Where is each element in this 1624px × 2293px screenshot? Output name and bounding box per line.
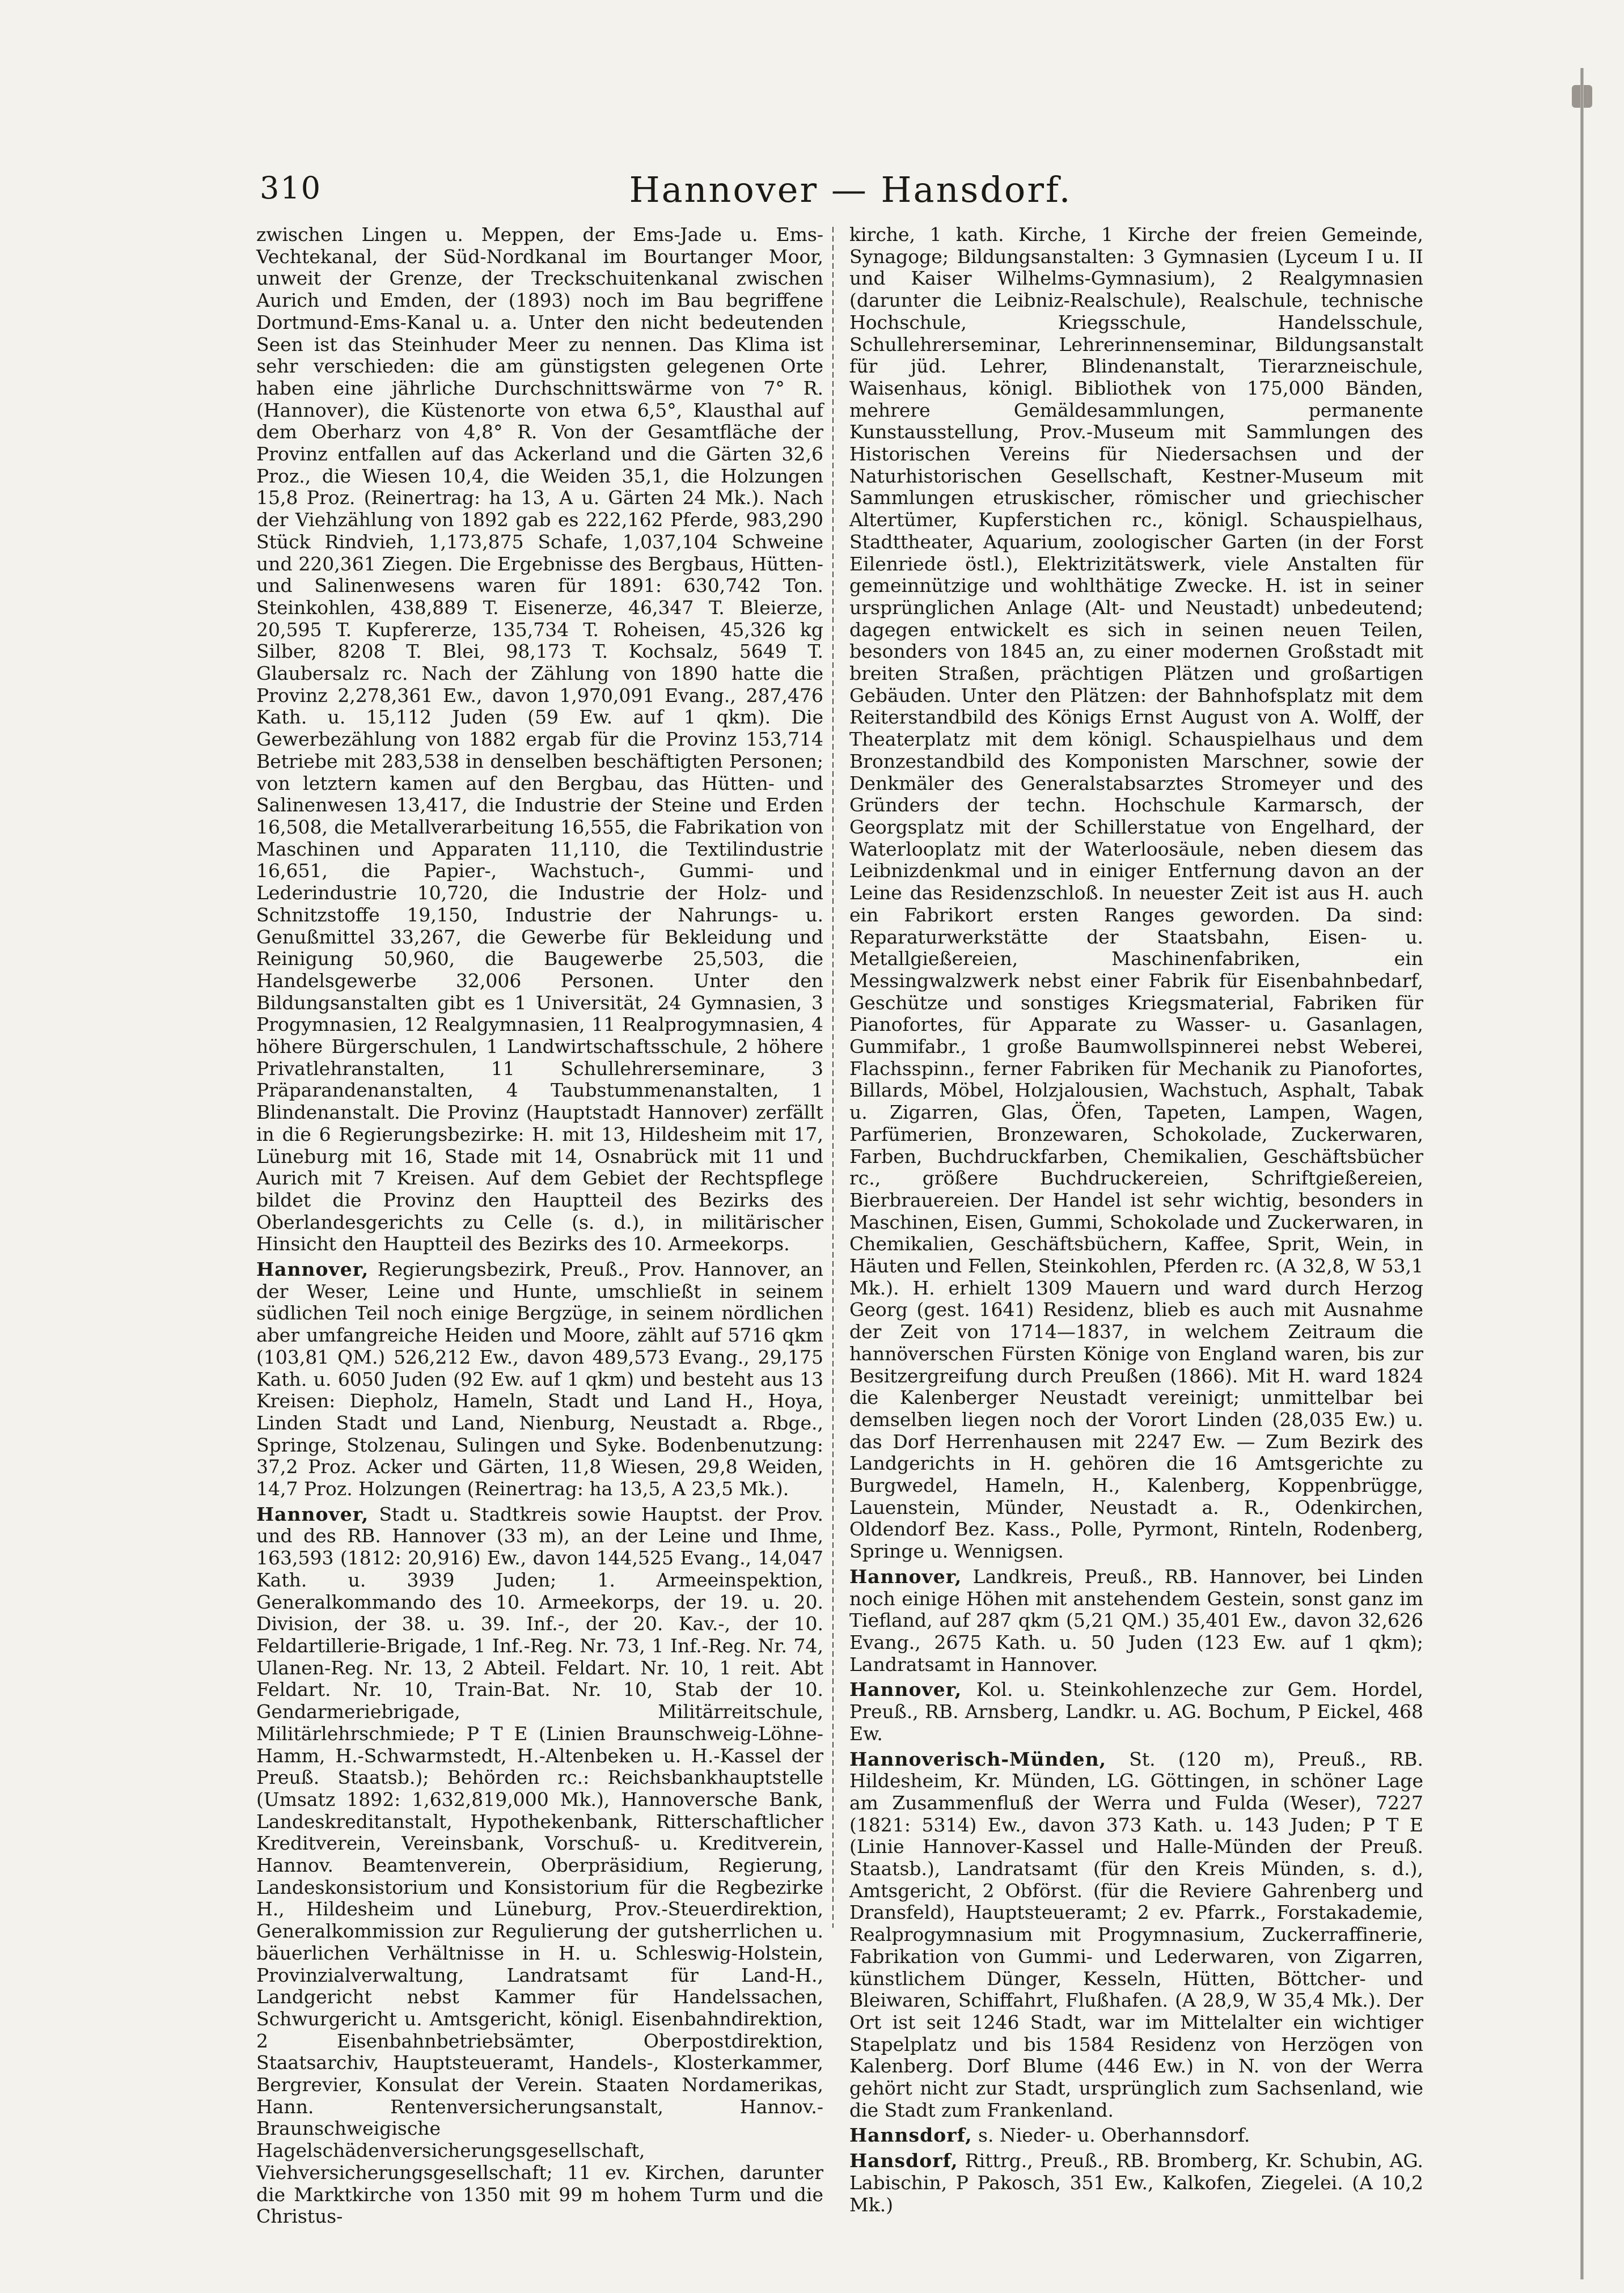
paragraph-text: kirche, 1 kath. Kirche, 1 Kirche der freien Gemeinde, Synagoge; Bildungsanstalten: 3 Gymnasien (Lyceum I u. II und Kaiser Wilhelms-Gymnasium), 2 Realgymnasien (darunter die Leibniz-Realschule), Realschule, technische Hochschule, Kriegsschule, Handelsschule, Schullehrerseminar, Lehrerinnenseminar, Bildungsanstalt für jüd. Lehrer, Blindenanstalt, Tierarzneischule, Waisenhaus, königl. Bibliothek von 175,000 Bänden, mehrere Gemäldesammlungen, permanente Kunstausstellung, Prov.-Museum mit Sammlungen des Historischen Vereins für Niedersachsen und der Naturhistorischen Gesellschaft, Kestner-Museum mit Sammlungen etruskischer, römischer und griechischer Altertümer, Kupferstichen rc., königl. Schauspielhaus, Stadttheater, Aquarium, zoologischer Garten (in der Forst Eilenriede östl.), Elektrizitätswerk, viele Anstalten für gemeinnützige und wohlthätige Zwecke. H. ist in seiner ursprünglichen Anlage (Alt- und Neustadt) unbedeutend; dagegen entwickelt es sich in seinen neuen Teilen, besonders von 1845 an, zu einer modernen Großstadt mit breiten Straßen, prächtigen Plätzen und großartigen Gebäuden. Unter den Plätzen: der Bahnhofsplatz mit dem Reiterstandbild des Königs Ernst August von A. Wolff, der Theaterplatz mit dem königl. Schauspielhaus und dem Bronzestandbild des Komponisten Marschner, sowie der Denkmäler des Generalstabsarztes Stromeyer und des Gründers der techn. Hochschule Karmarsch, der Georgsplatz mit der Schillerstatue von Engelhard, der Waterlooplatz mit der Waterloosäule, neben diesem das Leibnizdenkmal und in einiger Entfernung davon an der Leine das Residenzschloß. In neuester Zeit ist aus H. auch ein Fabrikort ersten Ranges geworden. Da sind: Reparaturwerkstätte der Staatsbahn, Eisen- u. Metallgießereien, Maschinenfabriken, ein Messingwalzwerk nebst einer Fabrik für Eisenbahnbedarf, Geschütze und sonstiges Kriegsmaterial, Fabriken für Pianofortes, für Apparate zu Wasser- u. Gasanlagen, Gummifabr., 1 große Baumwollspinnerei nebst Weberei, Flachsspinn., ferner Fabriken für Mechanik zu Pianofortes, Billards, Möbel, Holzjalousien, Wachstuch, Asphalt, Tabak u. Zigarren, Glas, Öfen, Tapeten, Lampen, Wagen, Parfümerien, Bronzewaren, Schokolade, Zuckerwaren, Farben, Buchdruckfarben, Chemikalien, Geschäftsbücher rc., größere Buchdruckereien, Schriftgießereien, Bierbrauereien. Der Handel ist sehr wichtig, besonders in Maschinen, Eisen, Gummi, Schokolade und Zuckerwaren, in Chemikalien, Geschäftsbüchern, Kaffee, Sprit, Wein, in Häuten und Fellen, Steinkohlen, Pferden rc. (A 32,8, W 53,1 Mk.). H. erhielt 1309 Mauern und ward durch Herzog Georg (gest. 1641) Residenz, blieb es auch mit Ausnahme der Zeit von 1714—1837, in welchem Zeitraum die hannöverschen Fürsten Könige von England waren, bis zur Besitzergreifung durch Preußen (1866). Mit H. ward 1824 die Kalenberger Neustadt vereinigt; unmittelbar bei demselben liegen noch der Vorort Linden (28,035 Ew.) u. das Dorf Herrenhausen mit 2247 Ew. — Zum Bezirk des Landgerichts in H. gehören die 16 Amtsgerichte zu Burgwedel, Hameln, H., Kalenberg, Koppenbrügge, Lauenstein, Münder, Neustadt a. R., Odenkirchen, Oldendorf Bez. Kass., Polle, Pyrmont, Rinteln, Rodenberg, Springe u. Wennigsen. xyxy=(849,223,1423,1563)
entry-headword: Hannover, xyxy=(256,1503,369,1525)
paragraph-continued xyxy=(849,224,1423,1563)
entry-headword: Hannoverisch-Münden, xyxy=(849,1748,1107,1770)
entry-text: Landkreis, Preuß., RB. Hannover, bei Linden noch einige Höhen mit anstehendem Gestein, sonst ganz im Tiefland, auf 287 qkm (5,21 QM.) 35,401 Ew., davon 32,626 Evang., 2675 Kath. u. 50 Juden (123 Ew. auf 1 qkm); Landratsamt in Hannover. xyxy=(849,1565,1423,1676)
entry-headword: Hannover, xyxy=(256,1258,369,1281)
entry-text: Kol. u. Steinkohlenzeche zur Gem. Hordel, Preuß., RB. Arnsberg, Landkr. u. AG. Bochum, P Eickel, 468 Ew. xyxy=(849,1678,1423,1745)
entry-stadt-hannover xyxy=(256,1504,823,2228)
entry-headword: Hannover, xyxy=(849,1565,962,1588)
entry-regierungsbezirk-hannover xyxy=(256,1259,823,1500)
entry-hansdorf xyxy=(849,2150,1423,2216)
entry-hannsdorf xyxy=(849,2125,1423,2147)
entry-text: St. (120 m), Preuß., RB. Hildesheim, Kr. Münden, LG. Göttingen, in schöner Lage am Zusammenfluß der Werra und Fulda (Weser), 7227 (1821: 5314) Ew., davon 373 Kath. u. 143 Juden; P T E (Linie Hannover-Kassel und Halle-Münden der Preuß. Staatsb.), Landratsamt (für den Kreis Münden, s. d.), Amtsgericht, 2 Obförst. (für die Reviere Gahrenberg und Dransfeld), Hauptsteueramt; 2 ev. Pfarrk., Forstakademie, Realprogymnasium mit Progymnasium, Zuckerraffinerie, Fabrikation von Gummi- und Lederwaren, von Zigarren, künstlichem Dünger, Kesseln, Hütten, Böttcher- und Bleiwaren, Schiffahrt, Flußhafen. (A 28,9, W 35,4 Mk.). Der Ort ist seit 1246 Stadt, war im Mittelalter ein wichtiger Stapelplatz und bis 1584 Residenz von Herzögen von Kalenberg. Dorf Blume (446 Ew.) in N. von der Werra gehört nicht zur Stadt, ursprünglich zum Sachsenland, wie die Stadt zum Frankenland. xyxy=(849,1748,1423,2121)
paragraph-text: zwischen Lingen u. Meppen, der Ems-Jade u. Ems-Vechtekanal, der Süd-Nordkanal im Bourtanger Moor, unweit der Grenze, der Treckschuitenkanal zwischen Aurich und Emden, der (1893) noch im Bau begriffene Dortmund-Ems-Kanal u. a. Unter den nicht bedeutenden Seen ist das Steinhuder Meer zu nennen. Das Klima ist sehr verschieden: die am günstigsten gelegenen Orte haben eine jährliche Durchschnittswärme von 7° R. (Hannover), die Küstenorte von etwa 6,5°, Klausthal auf dem Oberharz von 4,8° R. Von der Gesamtfläche der Provinz entfallen auf das Ackerland und die Gärten 32,6 Proz., die Wiesen 10,4, die Weiden 35,1, die Holzungen 15,8 Proz. (Reinertrag: ha 13, A u. Gärten 24 Mk.). Nach der Viehzählung von 1892 gab es 222,162 Pferde, 983,290 Stück Rindvieh, 1,173,875 Schafe, 1,037,104 Schweine und 220,361 Ziegen. Die Ergebnisse des Bergbaus, Hütten- und Salinenwesens waren für 1891: 630,742 Ton. Steinkohlen, 438,889 T. Eisenerze, 46,347 T. Bleierze, 20,595 T. Kupfererze, 135,734 T. Roheisen, 45,326 kg Silber, 8208 T. Blei, 98,173 T. Kochsalz, 5649 T. Glaubersalz rc. Nach der Zählung von 1890 hatte die Provinz 2,278,361 Ew., davon 1,970,091 Evang., 287,476 Kath. u. 15,112 Juden (59 Ew. auf 1 qkm). Die Gewerbezählung von 1882 ergab für die Provinz 153,714 Betriebe mit 283,538 in denselben beschäftigten Personen; von letztern kamen auf den Bergbau, das Hütten- und Salinenwesen 13,417, die Industrie der Steine und Erden 16,508, die Metallverarbeitung 16,555, die Fabrikation von Maschinen und Apparaten 11,110, die Textilindustrie 16,651, die Papier-, Wachstuch-, Gummi- und Lederindustrie 10,720, die Industrie der Holz- und Schnitzstoffe 19,150, Industrie der Nahrungs- u. Genußmittel 33,267, die Gewerbe für Bekleidung und Reinigung 50,960, die Baugewerbe 25,503, die Handelsgewerbe 32,006 Personen. Unter den Bildungsanstalten gibt es 1 Universität, 24 Gymnasien, 3 Progymnasien, 12 Realgymnasien, 11 Realprogymnasien, 4 höhere Bürgerschulen, 1 Landwirtschaftsschule, 2 höhere Privatlehranstalten, 11 Schullehrerseminare, 3 Präparandenanstalten, 4 Taubstummenanstalten, 1 Blindenanstalt. Die Provinz (Hauptstadt Hannover) zerfällt in die 6 Regierungsbezirke: H. mit 13, Hildesheim mit 17, Lüneburg mit 16, Stade mit 14, Osnabrück mit 11 und Aurich mit 7 Kreisen. Auf dem Gebiet der Rechtspflege bildet die Provinz den Hauptteil des Bezirks des Oberlandesgerichts zu Celle (s. d.), in militärischer Hinsicht den Hauptteil des Bezirks des 10. Armeekorps. xyxy=(256,223,823,1255)
entry-hannoverisch-muenden xyxy=(849,1749,1423,2122)
entry-text: Rittrg., Preuß., RB. Bromberg, Kr. Schubin, AG. Labischin, P Pakosch, 351 Ew., Kalkofen, Ziegelei. (A 10,2 Mk.) xyxy=(849,2150,1423,2216)
entry-text: s. Nieder- u. Oberhannsdorf. xyxy=(972,2124,1250,2147)
entry-text: Regierungsbezirk, Preuß., Prov. Hannover, an der Weser, Leine und Hunte, umschließt in seinem südlichen Teil noch einige Bergzüge, in seinem nördlichen aber umfangreiche Heiden und Moore, zählt auf 5716 qkm (103,81 QM.) 526,212 Ew., davon 489,573 Evang., 29,175 Kath. u. 6050 Juden (92 Ew. auf 1 qkm) und besteht aus 13 Kreisen: Diepholz, Hameln, Stadt und Land H., Hoya, Linden Stadt und Land, Nienburg, Neustadt a. Rbge., Springe, Stolzenau, Sulingen und Syke. Bodenbenutzung: 37,2 Proz. Acker und Gärten, 11,8 Wiesen, 29,8 Weiden, 14,7 Proz. Holzungen (Reinertrag: ha 13,5, A 23,5 Mk.). xyxy=(256,1258,823,1500)
page-number: 310 xyxy=(260,170,322,206)
entry-headword: Hannsdorf, xyxy=(849,2124,972,2147)
left-column xyxy=(256,224,823,2228)
right-column xyxy=(849,224,1423,2216)
entry-text: Stadt u. Stadtkreis sowie Hauptst. der Prov. und des RB. Hannover (33 m), an der Leine und Ihme, 163,593 (1812: 20,916) Ew., davon 144,525 Evang., 14,047 Kath. u. 3939 Juden; 1. Armeeinspektion, Generalkommando des 10. Armeekorps, der 19. u. 20. Division, der 38. u. 39. Inf.-, der 20. Kav.-, der 10. Feldartillerie-Brigade, 1 Inf.-Reg. Nr. 73, 1 Inf.-Reg. Nr. 74, Ulanen-Reg. Nr. 13, 2 Abteil. Feldart. Nr. 10, 1 reit. Abt Feldart. Nr. 10, Train-Bat. Nr. 10, Stab der 10. Gendarmeriebrigade, Militärreitschule, Militärlehrschmiede; P T E (Linien Braunschweig-Löhne-Hamm, H.-Schwarmstedt, H.-Altenbeken u. H.-Kassel der Preuß. Staatsb.); Behörden rc.: Reichsbankhauptstelle (Umsatz 1892: 1,632,819,000 Mk.), Hannoversche Bank, Landeskreditanstalt, Hypothekenbank, Ritterschaftlicher Kreditverein, Vereinsbank, Vorschuß- u. Kreditverein, Hannov. Beamtenverein, Oberpräsidium, Regierung, Landeskonsistorium und Konsistorium für die Regbezirke H., Hildesheim und Lüneburg, Prov.-Steuerdirektion, Generalkommission zur Regulierung der gutsherrlichen u. bäuerlichen Verhältnisse in H. u. Schleswig-Holstein, Provinzialverwaltung, Landratsamt für Land-H., Landgericht nebst Kammer für Handelssachen, Schwurgericht u. Amtsgericht, königl. Eisenbahndirektion, 2 Eisenbahnbetriebsämter, Oberpostdirektion, Staatsarchiv, Hauptsteueramt, Handels-, Klosterkammer, Bergrevier, Konsulat der Verein. Staaten Nordamerikas, Hann. Rentenversicherungsanstalt, Hannov.-Braunschweigische Hagelschädenversicherungsgesellschaft, Viehversicherungsgesellschaft; 11 ev. Kirchen, darunter die Marktkirche von 1350 mit 99 m hohem Turm und die Christus- xyxy=(256,1503,823,2228)
paragraph-continued xyxy=(256,224,823,1255)
column-divider xyxy=(832,227,834,1928)
entry-landkreis-hannover xyxy=(849,1566,1423,1676)
binding-stem xyxy=(1580,68,1584,2279)
running-head: Hannover — Hansdorf. xyxy=(629,169,1072,210)
binding-edge xyxy=(1571,0,1593,2293)
entry-kolonie-hannover xyxy=(849,1679,1423,1745)
entry-headword: Hannover, xyxy=(849,1678,962,1701)
entry-headword: Hansdorf, xyxy=(849,2150,958,2172)
